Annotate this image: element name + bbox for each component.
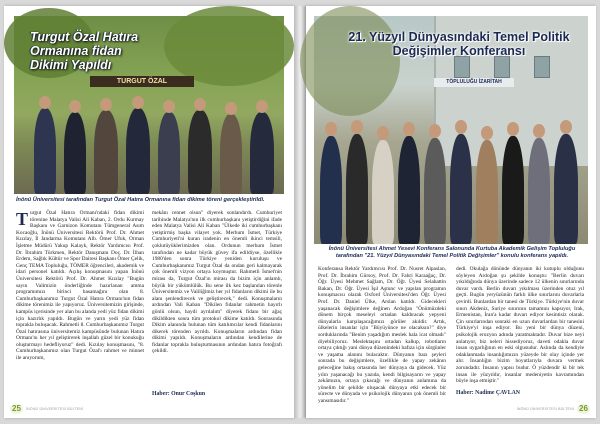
photo-caption: İnönü Üniversitesi Ahmet Yesevi Konferans Salonunda Kurtuba Akademik Gelişim Topluluğu tarafından "21. Yüzyıl Dünyasındaki Temel Politik Değişimler" konulu konferans yapıldı. <box>328 246 576 259</box>
photo-sign: TÖPLULUĞU İZARİTAH <box>434 78 514 87</box>
page-footer <box>10 404 86 414</box>
person <box>158 112 180 194</box>
person <box>372 140 394 244</box>
person <box>132 96 144 109</box>
window <box>494 56 510 78</box>
person <box>126 108 150 194</box>
footer-text: İNÖNÜ ÜNİVERSİTESİ BÜLTENİ <box>26 406 84 411</box>
photo-banner: TURGUT ÖZAL <box>90 76 194 87</box>
person <box>351 120 363 134</box>
person <box>429 124 441 138</box>
person <box>424 138 446 244</box>
person <box>528 138 550 244</box>
person <box>256 100 268 113</box>
person <box>398 136 420 244</box>
article-column-2: dedi. Okulağa dönünde dünyanın iki kutuplu olduğunu söyleyen Ardoğan şu şekilde konuştu: "Berlin duvarı yıkıldığında dünya üzerinde sadece 12 ülkenin sınırlarında duvar vardı. Berlin duvarı yıkılması üzerinden otuz yıl geçti. Bugün yeryüzünün farklı ülke sınırlarını duvarlarla çevirdi. Bunlardan bir tanesi de Türkiye. Türkiye'nin duvar sınırı Akdeniz, Suriye sınırının tamamını kapsıyor, Irak, Ermenistan, İran'a kadar duvarı ediyor kesintisiz olarak. Çin sınırlarından sonraki en uzun duvarlardan bir tanesini Türkiye'yi inşa ediyor. Bu yeni bir dünya düzeni, psikolojik erozyon adında yaratmaktadır. Duvar bize neyi anlatıyor, biz neleri hissediyoruz, daveti odakla duvar insan uygarlığının en eski olgusudur. Aslında da kendiyle odaklanmada insanlığımızın yüzeyde bir olay içinde yer alır. İnsanlığın bizim boyutlarıyla duvara vermek zorundadır. İnsanın yapısı budur. Ö yüzdendir ki bir tek insan ile yüzyıldır, insanlar medeniyetin kavramından böyle inşa etmiştir." <box>456 266 584 385</box>
article-byline: Haber: Onur Coşkun <box>152 391 206 397</box>
person <box>39 96 51 109</box>
person <box>325 122 337 136</box>
person <box>188 110 212 194</box>
person <box>450 134 472 244</box>
person <box>194 98 206 111</box>
person <box>502 136 524 244</box>
person <box>476 140 498 244</box>
conference-group-photo <box>314 16 588 244</box>
person <box>507 122 519 136</box>
article-text: urgut Özal Hatıra Ormanı'ndaki fidan dikimi törenine Malatya Valisi Ali Kaban, 2. Ordu Kurmay Başkanı ve Garnizon Komutanı Tümgeneral Asım Kocaoğlu, İnönü Üniversitesi Rektörü Prof. Dr. Ahmet Kızılay, İl Jandarma Komutanı Alb. Ömer Ufuk, Orman İşletme Müdürü Yakup Kalayk, Rektör Yardımcısı Prof. Dr. İbrahim Türkmen, Rektör Danışmanı Doç. Dr. İlhan Erdem, Sağlık Kültür ve Spor Dairesi Başkanı Ömer Çelik, Genç TEMA Topluluğu, TÖMER öğrencileri, akademik ve idari personel katıldı. Açılış konuşmasını yapan İnönü Üniversitesi Rektörü Prof. Dr. Ahmet Kızılay "Bugün sayın Valimizin önderliğinde hazırlanan amma programımızı birinci basamağını olan 8. Cumhurbaşkanımız Turgut Özal Hatıra Ormanı'nın fidan dikime törenimiz ile yapıyoruz. Üniversitemizin girişinde, kampüs içerisinde yer alan bu alanda yedi yüz fidan dikimi için hazırlık yapıldı. Bugün ve yarın yedi yüz fidan toprakla buluşacak. Rahmetli 8. Cumhurbaşkanımız Turgut Özal hatırasına üniversitemiz kampüsünde bulunan Hatıra Ormanı'nı her yıl geliştirerek inşallah güzel bir konukuğu oluşturmayı hedefliyoruz" dedi. Kızılay konuşmasını, "8. Cumhurbaşkanımız olan Turgut Özal'ı rahmet ve minnet ile anıyorum, <box>16 210 144 362</box>
article-column-1 <box>16 210 144 400</box>
person <box>481 126 493 140</box>
person <box>377 126 389 140</box>
article-column-2: mekânı cennet olsun" diyerek sonlandırdı. Cumhuriyet tarihinde Malatya'nın ilk cumhurbaşkanı yetiştirdiğini ifade eden Malatya Valisi Ali Kaban "Ülkede iki cumhurbaşkanı yetiştirmiş başka vilayet yok. Merhum İsmet, Türkiye Cumhuriyeti'ni kuran iradenin en önemli ikinci temsili, çoklutüyüklerimizden olan. Ordunun merhum İsmet tarafından ne kadar büyük güvey ifa edildiyse, özellikle 1980'den sonra Türkiye yeniden kuruluşu ve Cumhurbaşkanımız Turgut Özal da ondan geri kalmayarak çok önemli vizyon ortaya koymuştur. Rahmetli İsmet'nin mirası da, Turgut Özal'ın mirası da bizim için anlamlı, büyük bir yükümlülük. Bu sene ilk kez başlanılan törenle Üniversitemiz ve Valiliğimiz her yıl fidanların dikimi ile bu alanı şenlendirecek ve geliştirecek," dedi. Konuşmaların ardından Vali Kaban "Dikilen fidanlar rahmetin hayırlı gönlü olsun, haydi ayrılalım" diyerek fidanı bir ağaç dikildikten sonra tüm protokol dikime katıldı. Sonrasında Dikim alanında bulunan tüm katılımcılar kendi fidanlarını dikerek törenden ayrıldı. Konuşmaların ardından fidan dikimi yapıldı. Konuşmaların ardından kendilerine de fidanlar toprakla buluşturmasının ardından hatıra fotoğrafı çekildi. <box>152 210 282 355</box>
drop-cap: T <box>16 209 29 229</box>
left-page <box>4 6 294 418</box>
person <box>100 98 112 111</box>
person <box>64 112 86 194</box>
person <box>250 112 274 194</box>
article-byline: Haber: Nadime ÇAVLAN <box>456 390 520 396</box>
photo-caption: İnönü Üniversitesi tarafından Turgut Özal Hatıra Ormanına fidan dikime töreni gerçekleştirildi. <box>16 197 265 203</box>
person <box>34 108 56 194</box>
window <box>534 56 550 78</box>
tree-planting-photo <box>14 16 284 194</box>
article-headline: 21. Yüzyıl Dünyasındaki Temel Politik Değişimler Konferansı <box>348 30 570 58</box>
person <box>69 100 81 113</box>
person <box>533 124 545 138</box>
right-page <box>306 6 596 418</box>
page-footer <box>514 404 590 414</box>
foliage <box>164 6 294 86</box>
person <box>225 102 237 115</box>
footer-text: İNÖNÜ ÜNİVERSİTESİ BÜLTENİ <box>516 406 574 411</box>
person <box>560 120 572 134</box>
person <box>220 114 242 194</box>
person <box>320 136 342 244</box>
page-number: 25 <box>10 404 23 414</box>
person <box>455 120 467 134</box>
foliage <box>300 6 400 116</box>
person <box>554 134 578 244</box>
person <box>346 134 368 244</box>
article-headline: Turgut Özal Hatıra Ormanına fidan Dikimi Yapıldı <box>30 30 139 72</box>
page-number: 26 <box>577 404 590 414</box>
person <box>94 110 118 194</box>
window <box>454 56 470 78</box>
person <box>403 122 415 136</box>
article-column-1: Konferansa Rektör Yardımcısı Prof. Dr. Nusret Alpaslan, Prof. Dr. İbrahim Gürsoy, Prof. Dr. Fahri Karaağaç, Dr. Öğr. Üyesi Mehmet Sağlam, Dr. Öğr. Üyesi Selahattin Bakan, Dr. Öğr. Üyesi İşıl Aştunc ve yapılan programın konuşmacısı olarak Oxford Üniversitesi'den Öğr. Üyesi Prof. Dr. Daniel Ülke, Arslan katıldı. Gidecekleri yaşanacak değişimlere değinen Ardoğan "Önümüzdeki dönem birçok meseleyi ortadan kaldıracak yepyeni dünyalarla karşılaşacağımızı görüler akıldir. Artık, ülkelerin insanlar için "Büyüyünce ne olacaksın?" diye sorduklarında "Benim yaşadığım meslek hala icat olmadı" diyebiliyoruz. Meslektaşını ortadan kalkıp, robotların ortaya çıktığı yani dünya düzenindeki hafıza için sürgünler ve yaşama alanını bulacaktır. Dünyanın bazı şeyleri sonrada bu değişimlere, özellikle de yapay zekânın geleceğine bakış ortasında her dünyaya da gidecek. Yüz yılın yaşanacağı bu yazıda, kendi bilgisayarın ve yapay zekâmızın, ortaya çıkacağı ve dünyanın anlamına da yönelim bir şekilde oluşacak dünyaya etki edecek bir sürecte ve dünyada ve psikolojik dünyanın çok önemli bir yansımasıdır." <box>318 266 446 404</box>
person <box>163 100 175 113</box>
